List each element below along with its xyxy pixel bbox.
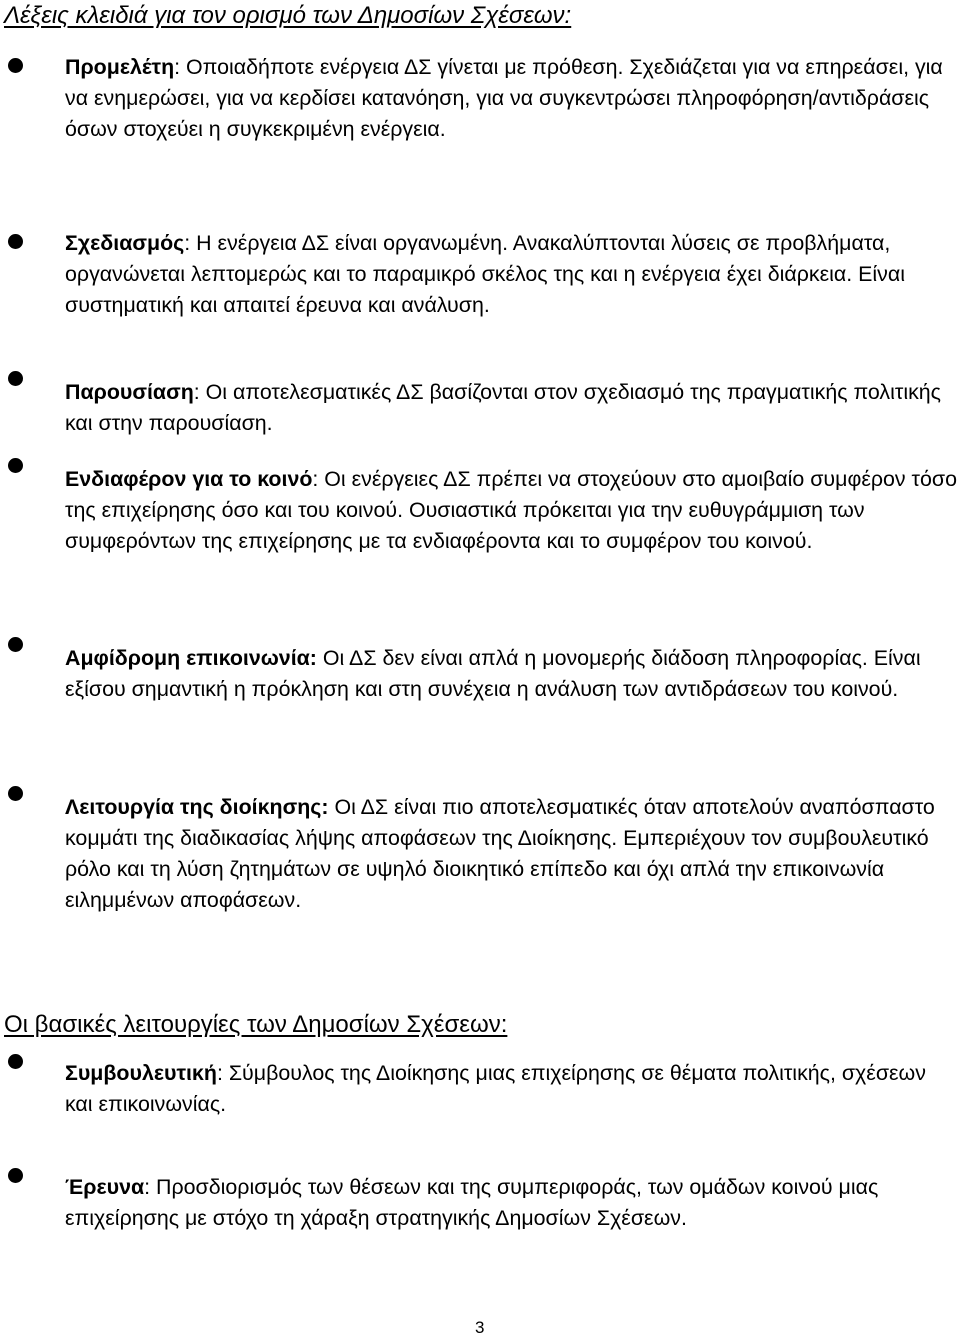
item-term: Σχεδιασμός — [65, 231, 185, 255]
item-term: Παρουσίαση — [65, 380, 194, 404]
bullet-icon — [8, 371, 23, 386]
item-term: Λειτουργία της διοίκησης: — [65, 795, 329, 819]
list-item-text — [65, 1172, 957, 1234]
item-description: : Η ενέργεια ΔΣ είναι οργανωμένη. Ανακαλύπτονται λύσεις σε προβλήματα, οργανώνεται λεπτομερώς και το παραμικρό σκέλος της και η ενέργεια έχει διάρκεια. Είναι συστηματική και απαιτεί έρευνα και ανάλυση. — [65, 231, 905, 317]
bullet-icon — [8, 1168, 23, 1183]
list-item-text — [65, 643, 957, 705]
item-description: Οι ΔΣ είναι πιο αποτελεσματικές όταν αποτελούν αναπόσπαστο κομμάτι της διαδικασίας λήψης αποφάσεων της Διοίκησης. Εμπεριέχουν τον συμβουλευτικό ρόλο και τη λύση ζητημάτων σε υψηλό διοικητικό επίπεδο και όχι απλά την επικοινωνία ειλημμένων αποφάσεων. — [65, 795, 935, 912]
section-heading-keywords: Λέξεις κλειδιά για τον ορισμό των Δημοσίων Σχέσεων: — [4, 2, 572, 29]
item-description: : Οι αποτελεσματικές ΔΣ βασίζονται στον σχεδιασμό της πραγματικής πολιτικής και στην παρουσίαση. — [65, 380, 941, 435]
list-item-text — [65, 792, 957, 916]
list-item-text — [65, 52, 957, 145]
item-description: : Οι ενέργειες ΔΣ πρέπει να στοχεύουν στο αμοιβαίο συμφέρον τόσο της επιχείρησης όσο και του κοινού. Ουσιαστικά πρόκειται για την ευθυγράμμιση των συμφερόντων της επιχείρησης με τα ενδιαφέροντα και το συμφέρον του κοινού. — [65, 467, 957, 553]
item-description: : Προσδιορισμός των θέσεων και της συμπεριφοράς, των ομάδων κοινού μιας επιχείρησης με στόχο τη χάραξη στρατηγικής Δημοσίων Σχέσεων. — [65, 1175, 879, 1230]
list-item-text — [65, 464, 957, 557]
item-term: Αμφίδρομη επικοινωνία: — [65, 646, 317, 670]
item-description: Οι ΔΣ δεν είναι απλά η μονομερής διάδοση πληροφορίας. Είναι εξίσου σημαντική η πρόκληση και στη συνέχεια η ανάλυση των αντιδράσεων του κοινού. — [65, 646, 921, 701]
list-item-text — [65, 228, 957, 321]
bullet-icon — [8, 458, 23, 473]
bullet-icon — [8, 1054, 23, 1069]
item-description: : Οποιαδήποτε ενέργεια ΔΣ γίνεται με πρόθεση. Σχεδιάζεται για να επηρεάσει, για να ενημερώσει, για να κερδίσει κατανόηση, για να συγκεντρώσει πληροφόρηση/αντιδράσεις όσων στοχεύει η συγκεκριμένη ενέργεια. — [65, 55, 943, 141]
list-item-text — [65, 1058, 957, 1120]
page-number: 3 — [475, 1318, 485, 1337]
bullet-icon — [8, 637, 23, 652]
item-term: Συμβουλευτική — [65, 1061, 217, 1085]
bullet-icon — [8, 786, 23, 801]
item-term: Προμελέτη — [65, 55, 175, 79]
bullet-icon — [8, 58, 23, 73]
item-term: Έρευνα — [65, 1175, 145, 1199]
section-heading-functions: Οι βασικές λειτουργίες των Δημοσίων Σχέσεων: — [4, 1011, 508, 1038]
item-description: : Σύμβουλος της Διοίκησης μιας επιχείρησης σε θέματα πολιτικής, σχέσεων και επικοινωνίας. — [65, 1061, 926, 1116]
item-term: Ενδιαφέρον για το κοινό — [65, 467, 313, 491]
list-item-text — [65, 377, 957, 439]
bullet-icon — [8, 234, 23, 249]
